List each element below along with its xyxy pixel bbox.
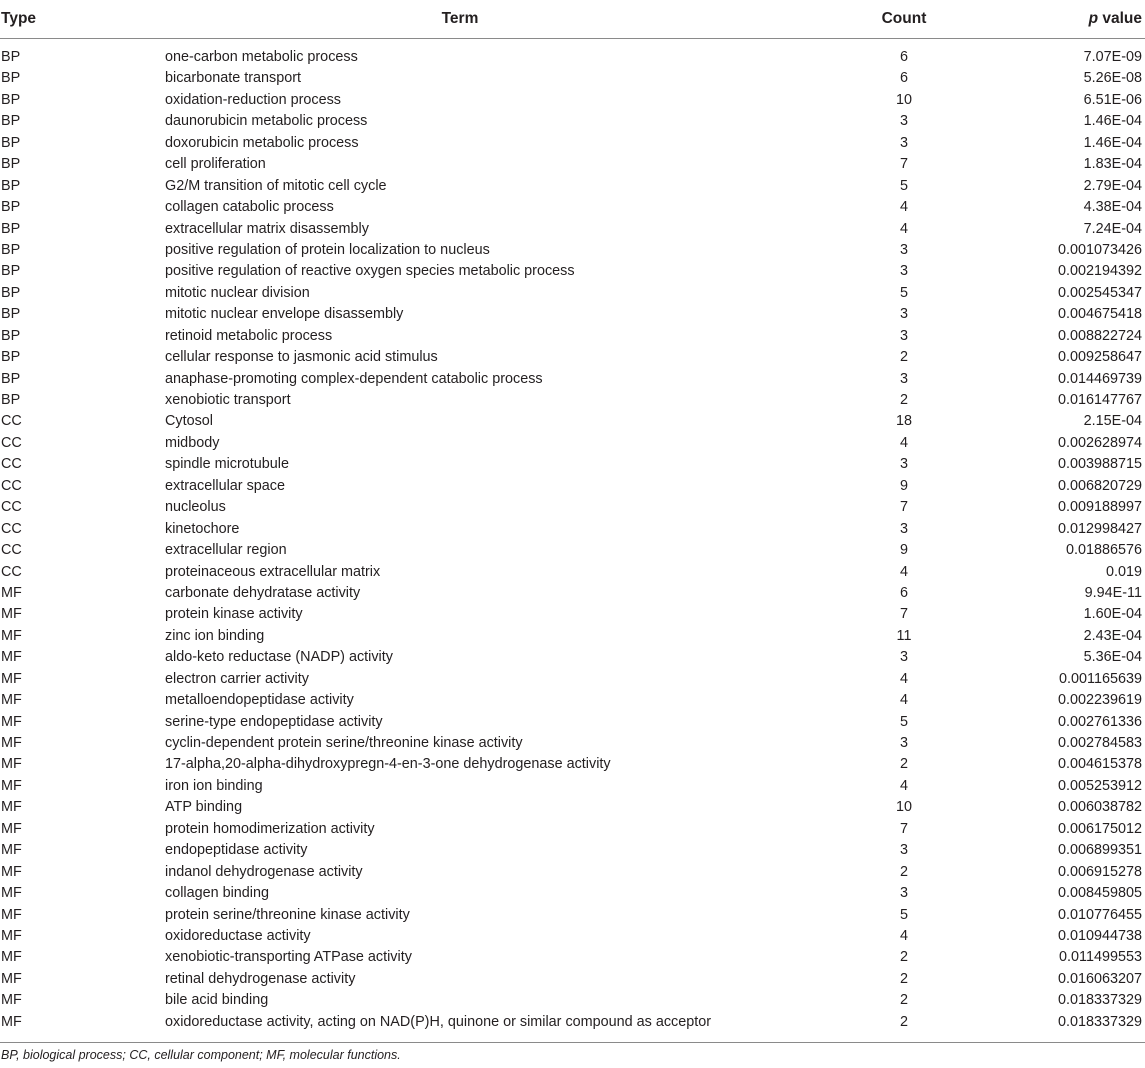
cell-count: 3	[899, 649, 908, 666]
cell-type: MF	[1, 885, 22, 902]
cell-p-value: 0.006175012	[1057, 820, 1142, 837]
cell-type: MF	[1, 756, 22, 773]
table-row	[0, 519, 1145, 540]
cell-count: 3	[899, 134, 908, 151]
cell-p-value: 1.83E-04	[1083, 156, 1142, 173]
cell-type: MF	[1, 842, 22, 859]
cell-term: 17-alpha,20-alpha-dihydroxypregn-4-en-3-one dehydrogenase activity	[165, 756, 611, 773]
cell-type: BP	[1, 263, 21, 280]
table-row	[0, 111, 1145, 132]
cell-p-value: 2.43E-04	[1083, 627, 1142, 644]
cell-term: nucleolus	[165, 499, 226, 516]
cell-p-value: 0.01886576	[1065, 542, 1142, 559]
cell-type: BP	[1, 177, 21, 194]
cell-term: kinetochore	[165, 520, 240, 537]
table-row	[0, 240, 1145, 261]
cell-count: 3	[899, 370, 908, 387]
table-row	[0, 840, 1145, 861]
cell-type: MF	[1, 670, 22, 687]
cell-term: mitotic nuclear envelope disassembly	[165, 306, 404, 323]
cell-p-value: 0.004615378	[1057, 756, 1142, 773]
table-row	[0, 283, 1145, 304]
cell-count: 6	[899, 70, 908, 87]
cell-type: BP	[1, 392, 21, 408]
cell-term: proteinaceous extracellular matrix	[165, 563, 381, 580]
table-row	[0, 476, 1145, 497]
cell-p-value: 0.002239619	[1057, 692, 1142, 709]
cell-term: ATP binding	[165, 799, 243, 816]
cell-term: protein homodimerization activity	[165, 820, 375, 837]
cell-p-value: 0.006899351	[1057, 842, 1142, 859]
cell-type: MF	[1, 713, 22, 730]
cell-term: midbody	[165, 434, 220, 451]
cell-count: 3	[899, 263, 908, 280]
cell-p-value: 0.010776455	[1057, 906, 1142, 923]
cell-term: xenobiotic transport	[165, 392, 291, 408]
cell-term: aldo-keto reductase (NADP) activity	[165, 649, 393, 666]
table-row	[0, 862, 1145, 883]
table-row	[0, 540, 1145, 561]
cell-p-value: 0.002761336	[1057, 713, 1142, 730]
table-row	[0, 733, 1145, 754]
table-row	[0, 647, 1145, 668]
cell-type: MF	[1, 649, 22, 666]
cell-type: BP	[1, 241, 21, 258]
cell-type: BP	[1, 113, 21, 130]
cell-p-value: 0.003988715	[1057, 456, 1142, 473]
table-row	[0, 990, 1145, 1011]
table-row	[0, 776, 1145, 797]
cell-term: Cytosol	[165, 413, 213, 430]
cell-count: 7	[899, 499, 908, 516]
cell-term: mitotic nuclear division	[165, 284, 310, 301]
cell-p-value: 0.002194392	[1057, 263, 1142, 280]
cell-type: MF	[1, 606, 22, 623]
cell-p-value: 0.001073426	[1057, 241, 1142, 258]
cell-term: protein serine/threonine kinase activity	[165, 906, 410, 923]
table-row	[0, 133, 1145, 154]
table-row	[0, 797, 1145, 818]
cell-p-value: 0.018337329	[1057, 992, 1142, 1009]
table-row	[0, 326, 1145, 347]
table-row	[0, 583, 1145, 604]
table-body	[0, 47, 1145, 1033]
cell-p-value: 0.011499553	[1059, 949, 1142, 966]
cell-type: MF	[1, 927, 22, 944]
cell-count: 3	[899, 456, 908, 473]
cell-count: 4	[899, 692, 908, 709]
table-row	[0, 154, 1145, 175]
cell-term: anaphase-promoting complex-dependent catabolic process	[165, 370, 543, 387]
table-row	[0, 969, 1145, 990]
cell-count: 4	[899, 927, 908, 944]
cell-count: 3	[899, 520, 908, 537]
cell-count: 4	[899, 434, 908, 451]
cell-p-value: 0.012998427	[1057, 520, 1142, 537]
cell-type: BP	[1, 220, 21, 237]
cell-count: 6	[899, 584, 908, 601]
cell-type: BP	[1, 70, 21, 87]
cell-p-value: 0.009188997	[1057, 499, 1142, 516]
cell-type: MF	[1, 584, 22, 601]
cell-type: BP	[1, 349, 21, 366]
cell-p-value: 5.26E-08	[1083, 70, 1142, 87]
cell-p-value: 0.010944738	[1057, 927, 1142, 944]
cell-p-value: 1.46E-04	[1083, 134, 1142, 151]
cell-p-value: 7.07E-09	[1083, 49, 1142, 65]
table-row	[0, 347, 1145, 368]
cell-term: cyclin-dependent protein serine/threonine kinase activity	[165, 735, 523, 751]
cell-p-value: 0.002784583	[1057, 735, 1142, 751]
cell-type: MF	[1, 970, 22, 987]
cell-type: MF	[1, 906, 22, 923]
cell-p-value: 0.014469739	[1057, 370, 1142, 387]
header-term: Term	[441, 10, 479, 27]
cell-term: extracellular space	[165, 477, 285, 494]
cell-count: 2	[899, 970, 908, 987]
cell-p-value: 0.001165639	[1059, 670, 1142, 687]
cell-type: BP	[1, 327, 21, 344]
cell-p-value: 0.002628974	[1057, 434, 1142, 451]
table-row	[0, 883, 1145, 904]
cell-count: 11	[896, 627, 912, 644]
cell-p-value: 1.46E-04	[1083, 113, 1142, 130]
table-row	[0, 926, 1145, 947]
table-row	[0, 905, 1145, 926]
cell-p-value: 0.006915278	[1057, 863, 1142, 880]
table-row	[0, 197, 1145, 218]
table-row	[0, 411, 1145, 432]
cell-p-value: 2.15E-04	[1083, 413, 1142, 430]
cell-term: cell proliferation	[165, 156, 266, 173]
table-row	[0, 669, 1145, 690]
header-p-italic: p	[1088, 10, 1099, 27]
cell-count: 7	[899, 820, 908, 837]
cell-count: 5	[899, 177, 908, 194]
cell-term: extracellular region	[165, 542, 287, 559]
cell-term: oxidoreductase activity, acting on NAD(P)H, quinone or similar compound as acceptor	[165, 1013, 712, 1030]
cell-count: 3	[899, 735, 908, 751]
cell-type: MF	[1, 692, 22, 709]
cell-p-value: 0.005253912	[1057, 777, 1142, 794]
cell-count: 9	[899, 542, 908, 559]
cell-count: 2	[899, 949, 908, 966]
cell-term: endopeptidase activity	[165, 842, 308, 859]
table-header	[0, 0, 1145, 39]
cell-count: 9	[899, 477, 908, 494]
table-row	[0, 1012, 1145, 1033]
header-p-rest: value	[1102, 10, 1142, 27]
table-row	[0, 690, 1145, 711]
table-row	[0, 712, 1145, 733]
cell-term: positive regulation of protein localization to nucleus	[165, 241, 490, 258]
cell-count: 18	[895, 413, 912, 430]
cell-type: MF	[1, 777, 22, 794]
cell-term: carbonate dehydratase activity	[165, 584, 361, 601]
cell-p-value: 0.006820729	[1057, 477, 1142, 494]
cell-type: BP	[1, 156, 21, 173]
header-count: Count	[881, 10, 927, 27]
cell-p-value: 2.79E-04	[1083, 177, 1142, 194]
table-row	[0, 754, 1145, 775]
cell-p-value: 0.004675418	[1057, 306, 1142, 323]
table-row	[0, 497, 1145, 518]
cell-type: MF	[1, 627, 22, 644]
cell-type: MF	[1, 735, 22, 751]
cell-count: 3	[899, 113, 908, 130]
cell-p-value: 5.36E-04	[1083, 649, 1142, 666]
cell-type: BP	[1, 199, 21, 216]
cell-type: CC	[1, 477, 22, 494]
cell-count: 5	[899, 906, 908, 923]
table-row	[0, 626, 1145, 647]
cell-count: 6	[899, 49, 908, 65]
table-row	[0, 304, 1145, 325]
table-row	[0, 261, 1145, 282]
cell-type: CC	[1, 434, 22, 451]
table-row	[0, 947, 1145, 968]
cell-type: MF	[1, 863, 22, 880]
table-row	[0, 604, 1145, 625]
cell-p-value: 0.008459805	[1057, 885, 1142, 902]
cell-count: 10	[895, 799, 912, 816]
cell-term: retinoid metabolic process	[165, 327, 333, 344]
table-footnote: BP, biological process; CC, cellular component; MF, molecular functions.	[1, 1048, 401, 1062]
cell-count: 3	[899, 842, 908, 859]
cell-term: serine-type endopeptidase activity	[165, 713, 383, 730]
cell-type: CC	[1, 563, 22, 580]
cell-type: BP	[1, 306, 21, 323]
table-row	[0, 219, 1145, 240]
table-bottom-rule	[0, 1042, 1145, 1043]
cell-p-value: 0.009258647	[1057, 349, 1142, 366]
cell-term: indanol dehydrogenase activity	[165, 863, 363, 880]
table-row	[0, 47, 1145, 68]
cell-type: BP	[1, 370, 21, 387]
cell-count: 7	[899, 156, 908, 173]
cell-type: MF	[1, 992, 22, 1009]
cell-p-value: 4.38E-04	[1083, 199, 1142, 216]
cell-term: extracellular matrix disassembly	[165, 220, 369, 237]
cell-count: 2	[899, 392, 908, 408]
cell-count: 4	[899, 777, 908, 794]
cell-type: CC	[1, 520, 22, 537]
cell-p-value: 0.008822724	[1057, 327, 1142, 344]
cell-p-value: 0.016147767	[1057, 392, 1142, 408]
cell-term: spindle microtubule	[165, 456, 289, 473]
cell-p-value: 1.60E-04	[1083, 606, 1142, 623]
table-row	[0, 454, 1145, 475]
cell-term: bicarbonate transport	[165, 70, 301, 87]
cell-type: MF	[1, 799, 22, 816]
table-row	[0, 68, 1145, 89]
cell-type: BP	[1, 284, 21, 301]
cell-count: 4	[899, 220, 908, 237]
cell-type: CC	[1, 499, 22, 516]
cell-count: 2	[899, 1013, 908, 1030]
cell-count: 3	[899, 306, 908, 323]
cell-term: G2/M transition of mitotic cell cycle	[165, 177, 387, 194]
cell-type: MF	[1, 1013, 22, 1030]
cell-count: 2	[899, 756, 908, 773]
cell-type: CC	[1, 456, 22, 473]
cell-type: BP	[1, 134, 21, 151]
table-row	[0, 369, 1145, 390]
cell-count: 2	[899, 992, 908, 1009]
cell-count: 4	[899, 670, 908, 687]
cell-p-value: 7.24E-04	[1083, 220, 1142, 237]
cell-type: MF	[1, 949, 22, 966]
cell-count: 10	[895, 91, 912, 108]
cell-term: metalloendopeptidase activity	[165, 692, 354, 709]
table-row	[0, 562, 1145, 583]
cell-p-value: 0.018337329	[1057, 1013, 1142, 1030]
cell-count: 7	[899, 606, 908, 623]
cell-count: 3	[899, 327, 908, 344]
cell-term: collagen catabolic process	[165, 199, 334, 216]
cell-term: zinc ion binding	[165, 627, 265, 644]
cell-term: oxidoreductase activity	[165, 927, 311, 944]
cell-p-value: 0.016063207	[1057, 970, 1142, 987]
cell-count: 3	[899, 885, 908, 902]
cell-p-value: 0.006038782	[1057, 799, 1142, 816]
cell-term: protein kinase activity	[165, 606, 303, 623]
table-row	[0, 176, 1145, 197]
header-p-value	[1089, 9, 1142, 29]
cell-term: bile acid binding	[165, 992, 269, 1009]
cell-p-value: 9.94E-11	[1084, 584, 1142, 601]
table-row	[0, 433, 1145, 454]
cell-term: xenobiotic-transporting ATPase activity	[165, 949, 412, 966]
table-row	[0, 819, 1145, 840]
cell-term: iron ion binding	[165, 777, 263, 794]
cell-count: 4	[899, 563, 908, 580]
table-row	[0, 390, 1145, 411]
cell-p-value: 0.002545347	[1057, 284, 1142, 301]
cell-type: CC	[1, 542, 22, 559]
cell-count: 5	[899, 284, 908, 301]
cell-count: 2	[899, 863, 908, 880]
cell-term: doxorubicin metabolic process	[165, 134, 359, 151]
cell-term: collagen binding	[165, 885, 270, 902]
cell-p-value: 0.019	[1105, 563, 1142, 580]
cell-type: CC	[1, 413, 22, 430]
cell-type: BP	[1, 91, 21, 108]
cell-count: 3	[899, 241, 908, 258]
cell-term: electron carrier activity	[165, 670, 309, 687]
header-type: Type	[1, 10, 37, 27]
cell-term: oxidation-reduction process	[165, 91, 341, 108]
table-row	[0, 90, 1145, 111]
cell-count: 5	[899, 713, 908, 730]
cell-p-value: 6.51E-06	[1083, 91, 1142, 108]
cell-type: BP	[1, 49, 21, 65]
cell-term: cellular response to jasmonic acid stimulus	[165, 349, 438, 366]
cell-count: 4	[899, 199, 908, 216]
cell-term: daunorubicin metabolic process	[165, 113, 368, 130]
cell-term: positive regulation of reactive oxygen species metabolic process	[165, 263, 575, 280]
cell-term: retinal dehydrogenase activity	[165, 970, 356, 987]
cell-term: one-carbon metabolic process	[165, 49, 358, 65]
cell-type: MF	[1, 820, 22, 837]
cell-count: 2	[899, 349, 908, 366]
